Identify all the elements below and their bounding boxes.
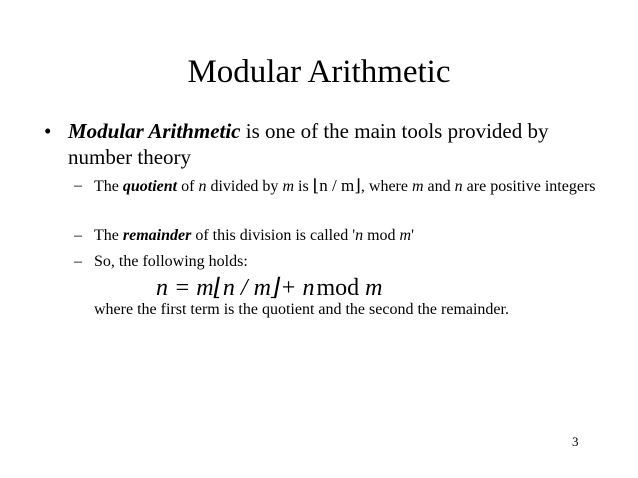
- formula-m: m: [365, 275, 383, 301]
- page-number: 3: [572, 434, 579, 449]
- main-bullet: [44, 118, 604, 170]
- subbullet-quotient: [74, 176, 604, 197]
- text-run: mod: [363, 227, 400, 244]
- bullet-body: is one of the main tools provided by number theory: [68, 119, 549, 169]
- subbullet-remainder: [74, 226, 604, 246]
- text-run: are positive integers: [462, 178, 596, 195]
- subbullet-body: [94, 226, 604, 246]
- subbullet-marker: –: [74, 177, 82, 194]
- subbullet-holds: [74, 252, 604, 272]
- floor-expression: ⌊n / m⌋: [312, 176, 361, 195]
- formula-lhs: n = m: [156, 275, 214, 301]
- text-run: is: [294, 178, 313, 195]
- text-run: The: [94, 227, 123, 244]
- formula-floor: ⌊n / m⌋: [213, 275, 281, 301]
- text-run: and: [423, 178, 455, 195]
- var-m: m: [411, 178, 424, 195]
- var-m: m: [282, 178, 294, 195]
- var-n: n: [454, 178, 463, 195]
- var-n: n: [355, 227, 364, 244]
- term-quotient: quotient: [122, 178, 178, 195]
- text-run: ': [411, 227, 414, 244]
- text-run: , where: [360, 178, 412, 195]
- subbullet-marker: –: [74, 227, 82, 244]
- var-n: n: [198, 178, 207, 195]
- formula-note: where the first term is the quotient and the second the remainder.: [94, 301, 509, 318]
- var-m: m: [399, 227, 412, 244]
- formula-plus: + n: [280, 275, 315, 301]
- bullet-term: Modular Arithmetic: [68, 119, 241, 143]
- subbullet-body: So, the following holds:: [94, 253, 248, 270]
- bullet-marker: •: [44, 119, 52, 143]
- text-run: of: [177, 178, 199, 195]
- text-run: The: [94, 178, 123, 195]
- text-run: divided by: [206, 178, 283, 195]
- bullet-text: [68, 118, 604, 170]
- formula: [156, 274, 382, 302]
- subbullet-marker: –: [74, 253, 82, 270]
- term-remainder: remainder: [122, 227, 192, 244]
- slide-title: Modular Arithmetic: [187, 54, 451, 90]
- text-run: of this division is called ': [191, 227, 356, 244]
- formula-mod: mod: [316, 275, 360, 301]
- subbullet-body: [94, 176, 604, 197]
